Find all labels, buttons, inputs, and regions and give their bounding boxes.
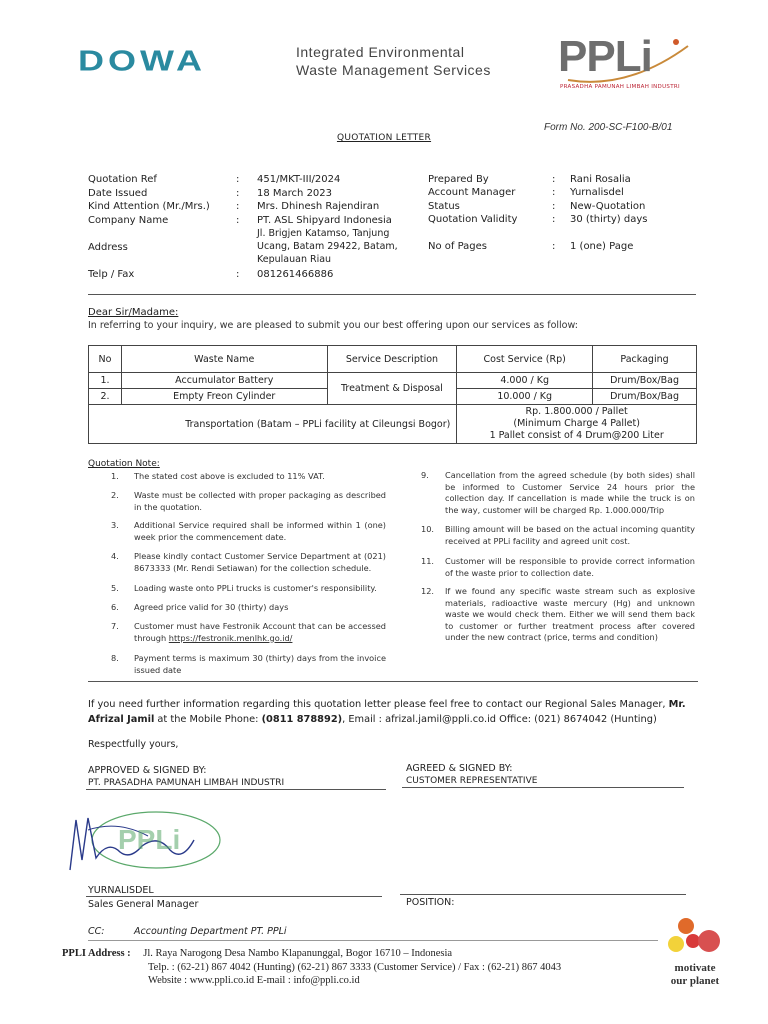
value-prepared-by: Rani Rosalia bbox=[570, 174, 631, 185]
table-header: Service Description bbox=[327, 346, 457, 373]
approved-company: PT. PRASADHA PAMUNAH LIMBAH INDUSTRI bbox=[88, 778, 285, 788]
row-cost: 4.000 / Kg bbox=[457, 373, 593, 389]
table-row bbox=[89, 373, 697, 389]
divider bbox=[86, 896, 382, 897]
note-text: Customer will be responsible to provide correct information of the waste prior to collection date. bbox=[445, 556, 695, 578]
value-telp-fax: 081261466886 bbox=[257, 269, 334, 280]
dowa-logo: DOWA bbox=[78, 44, 206, 77]
value-date-issued: 18 March 2023 bbox=[257, 188, 333, 199]
divider bbox=[402, 787, 684, 788]
row-cost: 10.000 / Kg bbox=[457, 389, 593, 405]
note-text: Agreed price valid for 30 (thirty) days bbox=[134, 602, 289, 612]
footer-line3: Website : www.ppli.co.id E-mail : info@ppli.co.id bbox=[148, 975, 360, 986]
note-number: 6. bbox=[111, 602, 119, 612]
label-company-name: Company Name bbox=[88, 215, 169, 226]
note-text: Waste must be collected with proper packaging as described in the quotation. bbox=[134, 490, 386, 512]
colon: : bbox=[552, 241, 556, 252]
note-text: Cancellation from the agreed schedule (by both sides) shall be informed to Customer Service 24 hours prior the collection day. If cancellation is made while the truck is on the way, customer will be charged Rp. 1.000.000/Trip bbox=[445, 470, 695, 515]
label-status: Status bbox=[428, 201, 460, 212]
label-date-issued: Date Issued bbox=[88, 188, 148, 199]
row-packaging: Drum/Box/Bag bbox=[593, 373, 697, 389]
footer-line2: Telp. : (62-21) 867 4042 (Hunting) (62-21) 867 3333 (Customer Service) / Fax : (62-21) 867 4043 bbox=[148, 961, 562, 973]
footer-address bbox=[62, 947, 561, 988]
motivate-line2: our planet bbox=[670, 975, 720, 987]
label-kind-attention: Kind Attention (Mr./Mrs.) bbox=[88, 201, 210, 212]
quotation-table bbox=[88, 345, 697, 444]
stamp-text: PPLi bbox=[118, 824, 181, 855]
note-number: 7. bbox=[111, 621, 119, 631]
row-packaging: Drum/Box/Bag bbox=[593, 389, 697, 405]
label-no-of-pages: No of Pages bbox=[428, 241, 488, 252]
closing: Respectfully yours, bbox=[88, 739, 179, 750]
colon: : bbox=[552, 201, 556, 212]
transport-price: Rp. 1.800.000 / Pallet bbox=[525, 406, 628, 417]
table-header: No bbox=[89, 346, 122, 373]
agreed-company: CUSTOMER REPRESENTATIVE bbox=[406, 776, 538, 786]
signer-title: Sales General Manager bbox=[88, 899, 199, 910]
row-no: 1. bbox=[89, 373, 122, 389]
note-text: The stated cost above is excluded to 11% VAT. bbox=[134, 471, 325, 481]
motivate-line1: motivate bbox=[674, 962, 716, 974]
document-title: QUOTATION LETTER bbox=[336, 133, 432, 143]
ppli-logo-subtitle: PRASADHA PAMUNAH LIMBAH INDUSTRI bbox=[560, 84, 680, 90]
colon: : bbox=[236, 201, 240, 212]
position-label: POSITION: bbox=[406, 897, 455, 908]
transport-min: (Minimum Charge 4 Pallet) bbox=[513, 418, 640, 429]
ppli-logo bbox=[548, 28, 698, 98]
note-text: If we found any specific waste stream such as explosive materials, radioactive waste mercury (Hg) and unknown waste we would check them. Either we will send them back to customer or further treatment process after covered under the new contract (price, terms and condition) bbox=[445, 586, 695, 642]
table-row-transport bbox=[89, 405, 697, 444]
contact-phone: (0811 878892) bbox=[261, 714, 343, 725]
header-subtitle-line1: Integrated Environmental bbox=[296, 44, 465, 60]
note-number: 3. bbox=[111, 520, 119, 530]
note-text bbox=[134, 621, 386, 644]
contact-text: If you need further information regarding this quotation letter please feel free to contact our Regional Sales Manager, bbox=[88, 699, 669, 710]
intro-text: In referring to your inquiry, we are pleased to submit you our best offering upon our services as follow: bbox=[88, 320, 578, 331]
note-number: 12. bbox=[421, 586, 435, 596]
transport-label: Transportation (Batam – PPLi facility at Cileungsi Bogor) bbox=[89, 405, 457, 444]
motivate-slogan bbox=[660, 962, 730, 988]
header-subtitle bbox=[296, 43, 491, 79]
colon: : bbox=[552, 187, 556, 198]
label-prepared-by: Prepared By bbox=[428, 174, 489, 185]
colon: : bbox=[552, 214, 556, 225]
note-number: 10. bbox=[421, 524, 435, 534]
label-account-manager: Account Manager bbox=[428, 187, 516, 198]
note-7-text: Customer must have Festronik Account that can be accessed through bbox=[134, 621, 386, 643]
label-address: Address bbox=[88, 242, 128, 253]
row-waste-name: Empty Freon Cylinder bbox=[121, 389, 327, 405]
agreed-label: AGREED & SIGNED BY: bbox=[406, 763, 513, 774]
colon: : bbox=[236, 215, 240, 226]
divider bbox=[88, 940, 658, 941]
table-header-row bbox=[89, 346, 697, 373]
footer-address-label: PPLI Address : bbox=[62, 948, 131, 959]
note-number: 8. bbox=[111, 653, 119, 663]
value-quotation-validity: 30 (thirty) days bbox=[570, 214, 648, 225]
divider bbox=[88, 294, 696, 295]
value-kind-attention: Mrs. Dhinesh Rajendiran bbox=[257, 201, 380, 212]
note-number: 9. bbox=[421, 470, 429, 480]
approved-label: APPROVED & SIGNED BY: bbox=[88, 765, 207, 776]
form-number: Form No. 200-SC-F100-B/01 bbox=[544, 122, 673, 133]
table-header: Packaging bbox=[593, 346, 697, 373]
contact-text: at the Mobile Phone: bbox=[154, 714, 262, 725]
notes-title: Quotation Note: bbox=[88, 459, 160, 469]
value-no-of-pages: 1 (one) Page bbox=[570, 241, 634, 252]
table-header: Waste Name bbox=[121, 346, 327, 373]
footer-line1: Jl. Raya Narogong Desa Nambo Klapanunggal, Bogor 16710 – Indonesia bbox=[143, 948, 453, 959]
note-number: 5. bbox=[111, 583, 119, 593]
label-quotation-validity: Quotation Validity bbox=[428, 214, 518, 225]
label-telp-fax: Telp / Fax bbox=[88, 269, 135, 280]
note-text: Payment terms is maximum 30 (thirty) days from the invoice issued date bbox=[134, 653, 386, 675]
value-company-name: PT. ASL Shipyard Indonesia bbox=[257, 215, 392, 226]
signature-stamp bbox=[58, 800, 228, 880]
cc-value: Accounting Department PT. PPLi bbox=[134, 926, 287, 937]
note-number: 2. bbox=[111, 490, 119, 500]
value-status: New-Quotation bbox=[570, 201, 646, 212]
row-no: 2. bbox=[89, 389, 122, 405]
greeting: Dear Sir/Madame: bbox=[88, 307, 179, 318]
festronik-link[interactable]: https://festronik.menlhk.go.id/ bbox=[168, 632, 293, 643]
contact-manager: Mr. Afrizal Jamil bbox=[88, 699, 686, 725]
label-quotation-ref: Quotation Ref bbox=[88, 174, 157, 185]
row-service: Treatment & Disposal bbox=[327, 373, 457, 405]
header-subtitle-line2: Waste Management Services bbox=[296, 62, 491, 78]
note-number: 1. bbox=[111, 471, 119, 481]
ppli-logo-text: PPLi bbox=[558, 32, 652, 81]
colon: : bbox=[236, 174, 240, 185]
colon: : bbox=[236, 188, 240, 199]
divider bbox=[88, 681, 698, 682]
note-number: 4. bbox=[111, 551, 119, 561]
colon: : bbox=[236, 269, 240, 280]
value-account-manager: Yurnalisdel bbox=[570, 187, 624, 198]
note-number: 11. bbox=[421, 556, 435, 566]
divider bbox=[400, 894, 686, 895]
contact-text: , Email : afrizal.jamil@ppli.co.id Office: (021) 8674042 (Hunting) bbox=[342, 714, 657, 725]
table-header: Cost Service (Rp) bbox=[457, 346, 593, 373]
divider bbox=[86, 789, 386, 790]
note-text: Please kindly contact Customer Service Department at (021) 8673333 (Mr. Rendi Setiawan) for the collection schedule. bbox=[134, 551, 386, 573]
contact-paragraph bbox=[88, 697, 688, 727]
colon: : bbox=[552, 174, 556, 185]
value-quotation-ref: 451/MKT-III/2024 bbox=[257, 174, 341, 185]
transport-note: 1 Pallet consist of 4 Drum@200 Liter bbox=[489, 430, 664, 441]
row-waste-name: Accumulator Battery bbox=[121, 373, 327, 389]
transport-cost bbox=[457, 405, 697, 444]
value-address: Jl. Brigjen Katamso, Tanjung Ucang, Batam 29422, Batam, Kepulauan Riau bbox=[257, 228, 398, 265]
note-text: Loading waste onto PPLi trucks is customer's responsibility. bbox=[134, 583, 377, 593]
cc-label: CC: bbox=[88, 926, 105, 937]
signer-name: YURNALISDEL bbox=[88, 885, 154, 896]
note-text: Billing amount will be based on the actual incoming quantity received at PPLi facility and agreed unit cost. bbox=[445, 524, 695, 546]
motivate-dots-icon bbox=[662, 916, 732, 964]
note-text: Additional Service required shall be informed within 1 (one) week prior the commencement date. bbox=[134, 520, 386, 542]
